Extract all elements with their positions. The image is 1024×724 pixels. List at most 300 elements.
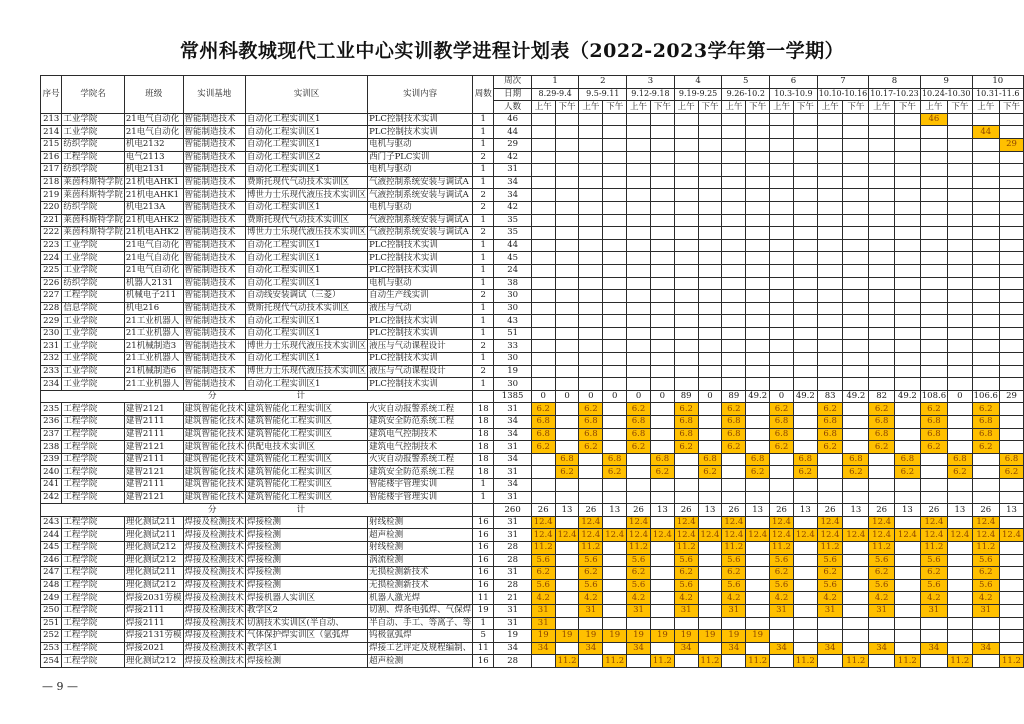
week-cell — [948, 378, 973, 391]
week-cell — [650, 604, 674, 617]
cell-area: 建筑智能化工程实训区 — [246, 416, 368, 429]
week-cell-highlight: 11.2 — [920, 541, 947, 554]
cell-count: 34 — [494, 189, 531, 202]
week-cell — [770, 138, 794, 151]
week-cell — [999, 567, 1023, 580]
week-cell — [817, 164, 843, 177]
week-cell — [674, 214, 698, 227]
week-cell — [999, 554, 1023, 567]
week-cell — [793, 189, 817, 202]
week-cell — [817, 466, 843, 479]
week-cell — [603, 479, 627, 492]
table-row — [41, 491, 1024, 504]
week-cell — [603, 327, 627, 340]
table-header — [41, 76, 1024, 114]
week-cell — [746, 642, 770, 655]
table-row — [41, 403, 1024, 416]
cell-weeks: 2 — [473, 340, 494, 353]
week-cell — [948, 516, 973, 529]
week-cell — [531, 340, 555, 353]
week-cell — [972, 353, 999, 366]
week-cell — [674, 353, 698, 366]
week-cell — [972, 479, 999, 492]
cell-weeks: 11 — [473, 592, 494, 605]
week-cell — [920, 227, 947, 240]
week-cell — [843, 340, 869, 353]
cell-class: 21机械制造6 — [124, 365, 183, 378]
week-cell — [698, 579, 722, 592]
week-cell-highlight: 34 — [674, 642, 698, 655]
week-cell — [579, 365, 603, 378]
week-cell — [793, 227, 817, 240]
week-cell — [972, 176, 999, 189]
week-cell — [650, 579, 674, 592]
cell-no: 236 — [41, 416, 62, 429]
week-cell — [698, 239, 722, 252]
cell-base: 智能制造技术 — [183, 164, 246, 177]
cell-class: 21工业机器人 — [124, 327, 183, 340]
cell-content: 建筑安全防范系统工程 — [368, 416, 473, 429]
cell-weeks: 2 — [473, 290, 494, 303]
subtotal-row — [41, 390, 1024, 403]
week-cell — [843, 264, 869, 277]
cell-college: 工程学院 — [62, 290, 125, 303]
table-row — [41, 290, 1024, 303]
week-cell — [746, 340, 770, 353]
cell-base: 焊接及检测技术 — [184, 542, 245, 553]
week-cell — [627, 214, 651, 227]
week-cell-highlight: 12.4 — [531, 516, 555, 529]
week-cell-highlight: 11.2 — [627, 541, 651, 554]
week-cell — [603, 365, 627, 378]
week-cell — [722, 353, 746, 366]
week-cell-highlight: 12.4 — [999, 529, 1023, 542]
cell-area: 博世力士乐现代液压技术实训区 — [247, 365, 367, 376]
week-cell — [817, 617, 843, 630]
cell-content: 火灾自动报警系统工程 — [368, 453, 473, 466]
week-cell — [770, 453, 794, 466]
week-cell-highlight: 34 — [920, 642, 947, 655]
week-cell — [627, 227, 651, 240]
week-cell — [817, 353, 843, 366]
header-date: 9.26-10.2 — [722, 88, 770, 101]
week-cell-highlight: 11.2 — [674, 541, 698, 554]
cell-class: 理化测试212 — [124, 541, 183, 554]
cell-area: 切割技术实训区(半自动、 — [246, 617, 368, 630]
cell-class: 焊接2031劳模 — [125, 592, 182, 603]
week-cell — [895, 516, 921, 529]
week-cell-highlight: 6.8 — [895, 453, 921, 466]
week-cell — [793, 201, 817, 214]
header-am: 上午 — [770, 101, 794, 114]
week-cell — [674, 378, 698, 391]
week-cell — [972, 189, 999, 202]
week-cell — [555, 214, 579, 227]
week-cell-highlight: 12.4 — [627, 529, 651, 542]
week-cell — [999, 428, 1023, 441]
table-row — [41, 126, 1024, 139]
week-cell — [722, 151, 746, 164]
week-cell — [895, 264, 921, 277]
cell-base: 建筑智能化技术 — [184, 403, 245, 414]
header-pm: 下午 — [650, 101, 674, 114]
cell-no: 253 — [41, 642, 62, 655]
cell-no: 249 — [41, 592, 62, 605]
week-cell — [627, 252, 651, 265]
week-cell — [972, 617, 999, 630]
cell-content: 建筑电气控制技术 — [368, 441, 473, 454]
week-cell-highlight: 19 — [674, 630, 698, 643]
header-week-label: 周次 — [494, 76, 531, 89]
week-cell — [698, 189, 722, 202]
cell-content: PLC控制技术实训 — [368, 378, 473, 391]
week-cell — [793, 164, 817, 177]
cell-weeks: 16 — [473, 579, 494, 592]
cell-area: 自动化工程实训区1 — [246, 201, 368, 214]
cell-college: 莱茵科斯特学院 — [63, 214, 123, 225]
cell-college: 工业学院 — [62, 340, 125, 353]
cell-class: 建智2121 — [124, 466, 183, 479]
week-cell — [770, 617, 794, 630]
cell-content: 钨极氩弧焊 — [368, 630, 473, 643]
week-cell — [650, 126, 674, 139]
week-cell-highlight: 6.2 — [674, 403, 698, 416]
cell-area: 自动化工程实训区1 — [246, 252, 368, 265]
week-cell — [770, 340, 794, 353]
week-cell — [579, 315, 603, 328]
week-cell-highlight: 31 — [627, 604, 651, 617]
week-cell — [817, 252, 843, 265]
week-cell-highlight: 31 — [920, 604, 947, 617]
cell-weeks: 1 — [473, 126, 494, 139]
week-cell — [817, 302, 843, 315]
week-cell-highlight: 12.4 — [674, 529, 698, 542]
week-cell — [698, 302, 722, 315]
week-cell-highlight: 6.8 — [531, 416, 555, 429]
week-cell-highlight: 6.2 — [948, 466, 973, 479]
table-row — [41, 315, 1024, 328]
week-cell — [920, 164, 947, 177]
cell-area: 自动化工程实训区1 — [246, 315, 368, 328]
cell-base: 智能制造技术 — [183, 113, 246, 126]
cell-no: 225 — [41, 264, 62, 277]
cell-content: 射线检测 — [368, 516, 473, 529]
cell-base: 智能制造技术 — [183, 176, 246, 189]
week-cell — [843, 164, 869, 177]
week-cell-highlight: 6.2 — [722, 403, 746, 416]
week-cell — [972, 466, 999, 479]
week-cell — [948, 554, 973, 567]
cell-college: 工业学院 — [62, 353, 125, 366]
subtotal-label — [41, 504, 473, 517]
week-cell — [722, 227, 746, 240]
week-cell — [843, 214, 869, 227]
cell-area: 博世力士乐现代液压技术实训区 — [247, 189, 367, 200]
cell-weeks: 2 — [473, 365, 494, 378]
week-cell — [948, 353, 973, 366]
cell-no: 221 — [41, 214, 62, 227]
subtotal-week-cell: 26 — [627, 504, 651, 517]
week-cell-highlight: 6.8 — [999, 453, 1023, 466]
week-cell-highlight: 5.6 — [972, 579, 999, 592]
week-cell — [770, 126, 794, 139]
week-cell — [793, 126, 817, 139]
week-cell — [674, 453, 698, 466]
cell-college: 工业学院 — [62, 239, 125, 252]
week-cell — [555, 113, 579, 126]
week-cell — [698, 416, 722, 429]
subtotal-week-cell: 49.2 — [895, 390, 921, 403]
week-cell — [531, 151, 555, 164]
week-cell — [948, 541, 973, 554]
week-cell — [531, 302, 555, 315]
cell-class: 21机械制造3 — [124, 340, 183, 353]
cell-class: 21电气自动化 — [124, 113, 183, 126]
cell-no: 214 — [41, 126, 62, 139]
week-cell — [627, 277, 651, 290]
cell-content: PLC控制技术实训 — [368, 126, 473, 139]
week-cell — [650, 365, 674, 378]
cell-area: 建筑智能化工程实训区 — [246, 403, 368, 416]
header-pm: 下午 — [895, 101, 921, 114]
subtotal-week-cell: 13 — [603, 504, 627, 517]
week-cell — [999, 189, 1023, 202]
week-cell — [843, 642, 869, 655]
week-cell — [948, 327, 973, 340]
week-cell-highlight: 6.2 — [579, 567, 603, 580]
week-cell — [579, 201, 603, 214]
header-pm: 下午 — [793, 101, 817, 114]
cell-base: 焊接及检测技术 — [184, 617, 245, 628]
week-cell — [793, 428, 817, 441]
cell-no: 232 — [41, 353, 62, 366]
week-cell-highlight: 12.4 — [579, 529, 603, 542]
table-row — [41, 453, 1024, 466]
week-cell — [627, 189, 651, 202]
table-row — [41, 239, 1024, 252]
week-cell — [895, 579, 921, 592]
week-cell-highlight: 12.4 — [843, 529, 869, 542]
cell-class: 电气2113 — [124, 151, 183, 164]
week-cell — [603, 302, 627, 315]
week-cell — [674, 617, 698, 630]
cell-college: 工程学院 — [62, 642, 125, 655]
subtotal-week-cell: 49.2 — [793, 390, 817, 403]
week-cell — [999, 239, 1023, 252]
header-am: 上午 — [674, 101, 698, 114]
week-cell — [972, 113, 999, 126]
cell-no: 251 — [41, 617, 62, 630]
cell-no: 224 — [41, 252, 62, 265]
week-cell — [531, 252, 555, 265]
week-cell-highlight: 6.8 — [531, 428, 555, 441]
header-week-number: 9 — [920, 76, 972, 89]
week-cell — [555, 541, 579, 554]
week-cell — [920, 315, 947, 328]
week-cell-highlight: 46 — [920, 113, 947, 126]
week-cell — [579, 164, 603, 177]
cell-weeks: 1 — [473, 239, 494, 252]
week-cell — [579, 453, 603, 466]
week-cell — [674, 113, 698, 126]
week-cell — [999, 264, 1023, 277]
week-cell — [972, 164, 999, 177]
week-cell — [920, 277, 947, 290]
table-row — [41, 567, 1024, 580]
cell-weeks: 19 — [473, 604, 494, 617]
cell-no: 216 — [41, 151, 62, 164]
week-cell-highlight: 5.6 — [579, 579, 603, 592]
subtotal-week-cell: 13 — [948, 504, 973, 517]
week-cell — [869, 479, 895, 492]
table-row — [41, 630, 1024, 643]
week-cell — [843, 491, 869, 504]
week-cell — [555, 290, 579, 303]
week-cell — [650, 113, 674, 126]
week-cell-highlight: 34 — [579, 642, 603, 655]
week-cell-highlight: 34 — [531, 642, 555, 655]
week-cell-highlight: 6.8 — [627, 428, 651, 441]
week-cell — [895, 126, 921, 139]
week-cell — [948, 290, 973, 303]
subtotal-label-right: 计 — [296, 391, 306, 402]
week-cell — [948, 227, 973, 240]
week-cell — [817, 239, 843, 252]
week-cell — [698, 252, 722, 265]
week-cell — [972, 491, 999, 504]
cell-class: 建智2111 — [124, 428, 183, 441]
cell-college: 莱茵科斯特学院 — [63, 189, 123, 200]
week-cell-highlight: 12.4 — [972, 529, 999, 542]
week-cell — [895, 151, 921, 164]
cell-content: PLC控制技术实训 — [368, 264, 473, 277]
week-cell — [746, 151, 770, 164]
cell-base: 智能制造技术 — [183, 264, 246, 277]
week-cell — [698, 214, 722, 227]
week-cell — [746, 554, 770, 567]
week-cell-highlight: 12.4 — [650, 529, 674, 542]
week-cell-highlight: 6.8 — [603, 453, 627, 466]
week-cell — [746, 592, 770, 605]
cell-area: 费斯托现代气动技术实训区 — [246, 214, 368, 227]
week-cell — [843, 516, 869, 529]
header-week-number: 10 — [972, 76, 1023, 89]
week-cell-highlight: 6.2 — [579, 441, 603, 454]
week-cell — [650, 479, 674, 492]
week-cell — [746, 126, 770, 139]
week-cell — [895, 604, 921, 617]
cell-no: 229 — [41, 315, 62, 328]
cell-base: 焊接及检测技术 — [184, 517, 245, 528]
cell-weeks: 1 — [473, 479, 494, 492]
week-cell — [948, 113, 973, 126]
week-cell — [999, 403, 1023, 416]
week-cell — [793, 176, 817, 189]
week-cell-highlight: 6.8 — [579, 416, 603, 429]
week-cell — [746, 264, 770, 277]
cell-base: 建筑智能化技术 — [184, 428, 245, 439]
week-cell-highlight: 11.2 — [555, 655, 579, 668]
week-cell — [999, 592, 1023, 605]
cell-area: 博世力士乐现代液压技术实训区 — [247, 340, 367, 351]
week-cell — [843, 151, 869, 164]
week-cell — [793, 378, 817, 391]
week-cell — [770, 164, 794, 177]
week-cell — [869, 227, 895, 240]
week-cell — [920, 189, 947, 202]
week-cell — [999, 214, 1023, 227]
week-cell — [948, 365, 973, 378]
week-cell-highlight: 12.4 — [920, 529, 947, 542]
week-cell — [579, 151, 603, 164]
week-cell-highlight: 19 — [579, 630, 603, 643]
cell-base: 智能制造技术 — [183, 201, 246, 214]
week-cell — [920, 126, 947, 139]
week-cell-highlight: 5.6 — [817, 554, 843, 567]
week-cell — [722, 290, 746, 303]
week-cell-highlight: 4.2 — [770, 592, 794, 605]
cell-weeks: 2 — [473, 201, 494, 214]
week-cell — [920, 630, 947, 643]
week-cell — [555, 567, 579, 580]
week-cell — [674, 176, 698, 189]
cell-area: 焊接检测 — [246, 541, 368, 554]
week-cell — [698, 151, 722, 164]
cell-weeks: 1 — [473, 264, 494, 277]
week-cell — [603, 176, 627, 189]
week-cell — [920, 655, 947, 668]
cell-class: 理化测试212 — [124, 655, 183, 668]
week-cell — [869, 214, 895, 227]
week-cell — [746, 327, 770, 340]
week-cell — [627, 264, 651, 277]
subtotal-row — [41, 504, 1024, 517]
week-cell-highlight: 4.2 — [869, 592, 895, 605]
week-cell — [579, 290, 603, 303]
header-week-number: 6 — [770, 76, 818, 89]
week-cell — [579, 126, 603, 139]
cell-college: 工程学院 — [62, 479, 125, 492]
week-cell — [603, 353, 627, 366]
header-week-number: 7 — [817, 76, 869, 89]
week-cell — [948, 189, 973, 202]
cell-college: 工程学院 — [62, 529, 125, 542]
week-cell — [698, 479, 722, 492]
cell-weeks: 1 — [473, 617, 494, 630]
week-cell-highlight: 11.2 — [895, 655, 921, 668]
week-cell-highlight: 6.2 — [817, 441, 843, 454]
table-row — [41, 378, 1024, 391]
cell-area: 建筑智能化工程实训区 — [246, 428, 368, 441]
cell-class: 21机电AHK2 — [124, 214, 183, 227]
cell-content: 无损检测新技术 — [368, 567, 473, 580]
week-cell — [895, 416, 921, 429]
week-cell-highlight: 6.8 — [843, 453, 869, 466]
cell-college: 纺织学院 — [62, 138, 125, 151]
week-cell — [603, 567, 627, 580]
week-cell-highlight: 6.8 — [722, 428, 746, 441]
week-cell-highlight: 6.2 — [674, 567, 698, 580]
table-row — [41, 604, 1024, 617]
week-cell — [650, 491, 674, 504]
week-cell — [746, 353, 770, 366]
cell-college: 信息学院 — [62, 302, 125, 315]
week-cell-highlight: 4.2 — [627, 592, 651, 605]
week-cell — [674, 327, 698, 340]
table-row — [41, 264, 1024, 277]
week-cell — [843, 327, 869, 340]
cell-weeks: 11 — [473, 642, 494, 655]
